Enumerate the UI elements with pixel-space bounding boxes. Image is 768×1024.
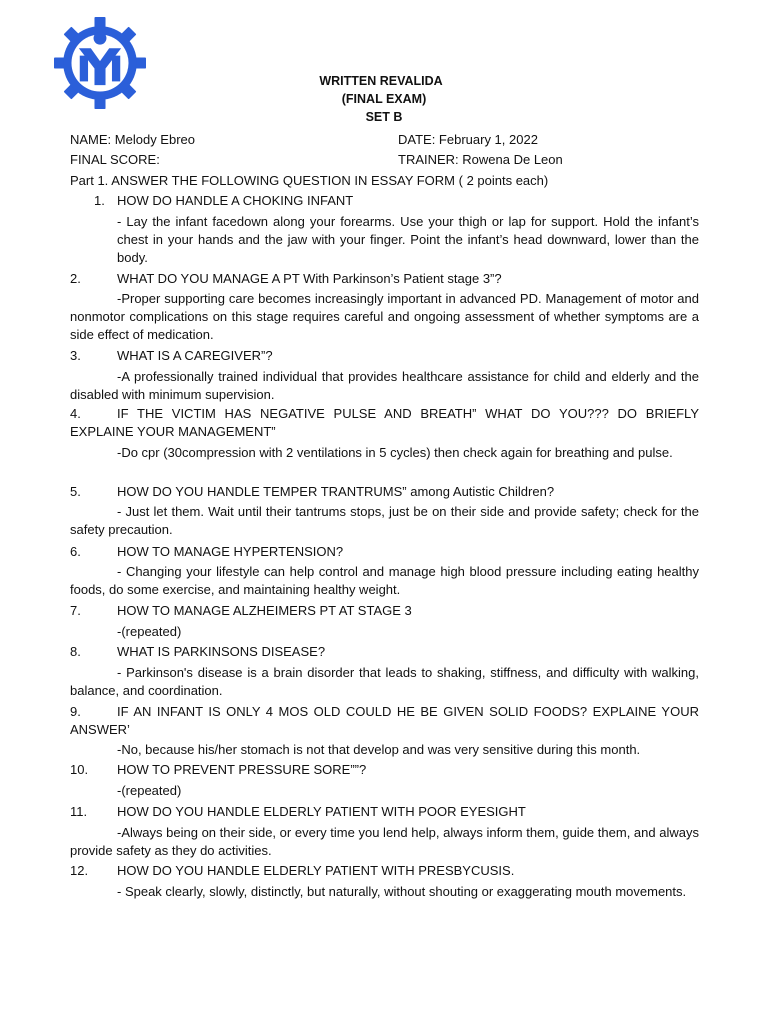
answer-8 (70, 664, 699, 700)
question-number: 6. (70, 544, 81, 559)
question-number: 11. (70, 804, 88, 819)
answer-12 (70, 883, 699, 901)
question-text: HOW DO YOU HANDLE TEMPER TRANTRUMS” among Autistic Children? (117, 484, 555, 499)
answer-11 (70, 824, 699, 860)
exam-subtitle: (FINAL EXAM) (341, 92, 427, 106)
question-text: HOW TO PREVENT PRESSURE SORE””? (117, 762, 367, 777)
answer-1: - Lay the infant facedown along your forearms. Use your thigh or lap for support. Hold the infant’s chest in your hands and the jaw with your finger. Point the infant’s head downward, lower than the body. (117, 214, 699, 265)
question-text: WHAT IS PARKINSONS DISEASE? (117, 644, 326, 659)
final-score-field: FINAL SCORE: (70, 152, 160, 167)
question-text: WHAT DO YOU MANAGE A PT With Parkinson’s Patient stage 3”? (117, 271, 502, 286)
date-field: DATE: February 1, 2022 (398, 132, 538, 147)
question-4-text (70, 405, 699, 441)
answer-text: - Just let them. Wait until their tantrums stops, just be on their side and provide safety; check for the safety precaution. (70, 504, 699, 537)
answer-text: - Speak clearly, slowly, distinctly, but naturally, without shouting or exaggerating mouth movements. (117, 884, 687, 899)
answer-3 (70, 368, 699, 404)
question-number: 5. (70, 484, 81, 499)
question-text: HOW TO MANAGE ALZHEIMERS PT AT STAGE 3 (117, 603, 412, 618)
question-number: 7. (70, 603, 81, 618)
answer-text: -Always being on their side, or every time you lend help, always inform them, guide them, and always provide safety as they do activities. (70, 825, 699, 858)
question-text: WHAT IS A CAREGIVER”? (117, 348, 273, 363)
part-1-instructions: Part 1. ANSWER THE FOLLOWING QUESTION IN ESSAY FORM ( 2 points each) (70, 173, 549, 188)
question-number: 1. (94, 193, 105, 208)
answer-4 (70, 444, 699, 462)
trainer-field: TRAINER: Rowena De Leon (398, 152, 563, 167)
question-text: IF THE VICTIM HAS NEGATIVE PULSE AND BREATH” WHAT DO YOU??? DO BRIEFLY EXPLAINE YOUR MANAGEMENT” (70, 406, 699, 439)
answer-text: -Do cpr (30compression with 2 ventilations in 5 cycles) then check again for breathing and pulse. (117, 445, 673, 460)
question-number: 10. (70, 762, 89, 777)
question-number: 8. (70, 644, 81, 659)
answer-text: -A professionally trained individual that provides healthcare assistance for child and elderly and the disabled with minimum supervision. (70, 369, 699, 402)
question-number: 3. (70, 348, 81, 363)
answer-2 (70, 290, 699, 344)
answer-text: - Changing your lifestyle can help control and manage high blood pressure including eating healthy foods, do some exercise, and maintaining healthy weight. (70, 564, 699, 597)
question-number: 9. (70, 704, 81, 719)
answer-text: - Parkinson's disease is a brain disorder that leads to shaking, stiffness, and difficulty with walking, balance, and coordination. (70, 665, 699, 698)
question-number: 12. (70, 863, 89, 878)
question-text: HOW TO MANAGE HYPERTENSION? (117, 544, 344, 559)
answer-7: -(repeated) (117, 624, 182, 639)
question-text: HOW DO YOU HANDLE ELDERLY PATIENT WITH POOR EYESIGHT (117, 804, 526, 819)
answer-text: -No, because his/her stomach is not that develop and was very sensitive during this month. (117, 742, 641, 757)
exam-title: WRITTEN REVALIDA (319, 74, 443, 88)
question-9-text (70, 703, 699, 739)
answer-10: -(repeated) (117, 783, 182, 798)
question-text: HOW DO YOU HANDLE ELDERLY PATIENT WITH PRESBYCUSIS. (117, 863, 515, 878)
answer-6 (70, 563, 699, 599)
question-number: 4. (70, 406, 81, 421)
answer-text: -Proper supporting care becomes increasingly important in advanced PD. Management of motor and nonmotor complications on this stage requires careful and ongoing assessment of whether symptoms are a side effect of medication. (70, 291, 699, 342)
question-text: IF AN INFANT IS ONLY 4 MOS OLD COULD HE BE GIVEN SOLID FOODS? EXPLAINE YOUR ANSWER’ (70, 704, 699, 737)
answer-5 (70, 503, 699, 539)
exam-set: SET B (365, 110, 403, 124)
name-field: NAME: Melody Ebreo (70, 132, 195, 147)
answer-9 (70, 741, 699, 759)
question-number: 2. (70, 271, 81, 286)
question-text: HOW DO HANDLE A CHOKING INFANT (117, 193, 354, 208)
